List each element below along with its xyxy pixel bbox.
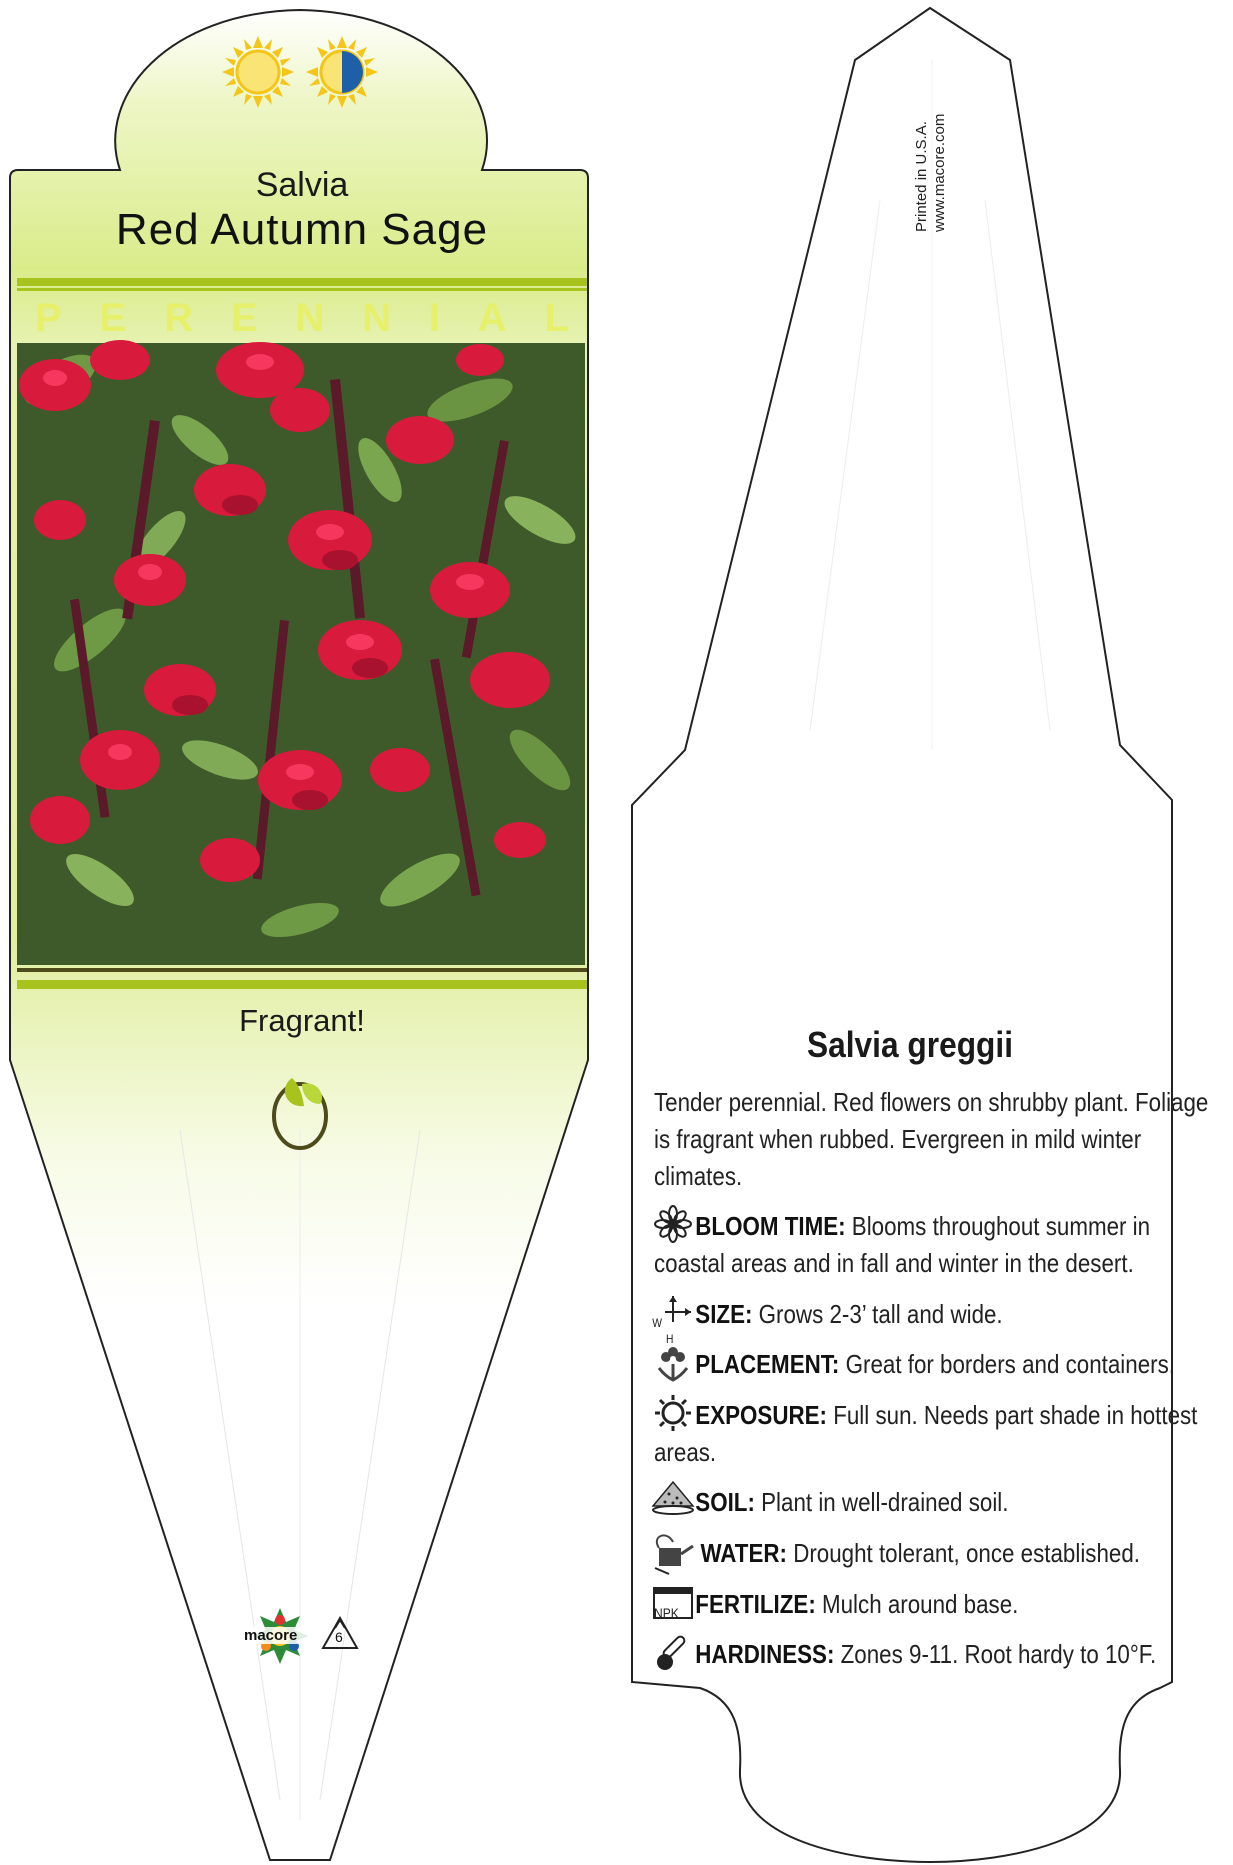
flower-photo bbox=[16, 340, 585, 965]
website: www.macore.com bbox=[931, 113, 948, 232]
care-item-soil bbox=[654, 1484, 1213, 1521]
care-text: Drought tolerant, once established. bbox=[793, 1538, 1141, 1568]
size-icon-height-letter: H bbox=[666, 1332, 674, 1346]
care-label: HARDINESS: bbox=[695, 1639, 835, 1669]
care-text: Zones 9-11. Root hardy to 10°F. bbox=[840, 1639, 1157, 1669]
category-letter: I bbox=[428, 295, 440, 340]
care-item-hardiness bbox=[654, 1636, 1213, 1673]
care-item-water bbox=[654, 1535, 1213, 1572]
category-letter: E bbox=[230, 295, 258, 340]
care-label: WATER: bbox=[700, 1538, 787, 1568]
category-letter: L bbox=[544, 295, 569, 340]
care-label: BLOOM TIME: bbox=[695, 1211, 846, 1241]
size-icon-width-letter: W bbox=[652, 1316, 663, 1330]
category-band bbox=[17, 294, 587, 342]
back-tag bbox=[632, 8, 1172, 1862]
category-letter: N bbox=[362, 295, 391, 340]
category-letter: P bbox=[35, 295, 62, 340]
description bbox=[654, 1084, 1213, 1195]
care-text: Grows 2-3’ tall and wide. bbox=[758, 1299, 1003, 1329]
tagline: Fragrant! bbox=[239, 1003, 365, 1038]
care-label: EXPOSURE: bbox=[695, 1400, 827, 1430]
care-label: SOIL: bbox=[695, 1487, 755, 1517]
care-text: Full sun. Needs part shade in hottest areas. bbox=[654, 1400, 1198, 1467]
care-item-bloom bbox=[654, 1208, 1213, 1282]
category-letter: E bbox=[99, 295, 127, 340]
description-text: Tender perennial. Red flowers on shrubby plant. Foliage is fragrant when rubbed. Evergreen in mild winter climates. bbox=[654, 1087, 1209, 1191]
botanical-name: Salvia greggii bbox=[806, 1024, 1014, 1065]
brand-name: macore bbox=[244, 1627, 298, 1644]
care-item-fertilize bbox=[654, 1586, 1213, 1623]
printed-note bbox=[913, 114, 949, 232]
care-item-exposure bbox=[654, 1397, 1213, 1471]
care-label: SIZE: bbox=[695, 1299, 753, 1329]
printed-line: Printed in U.S.A. bbox=[913, 121, 930, 232]
care-item-placement bbox=[654, 1346, 1213, 1383]
care-label: PLACEMENT: bbox=[695, 1349, 840, 1379]
care-label: FERTILIZE: bbox=[695, 1589, 816, 1619]
genus-name: Salvia bbox=[255, 166, 349, 204]
care-text: Great for borders and containers. bbox=[845, 1349, 1175, 1379]
common-name: Red Autumn Sage bbox=[115, 205, 489, 254]
care-text: Blooms throughout summer in coastal areas and in fall and winter in the desert. bbox=[654, 1211, 1151, 1278]
category-letter: A bbox=[477, 295, 507, 340]
care-text: Mulch around base. bbox=[821, 1589, 1019, 1619]
care-item-size bbox=[652, 1296, 1213, 1346]
recycle-code: 6 bbox=[335, 1629, 343, 1645]
category-letter: R bbox=[164, 295, 193, 340]
care-text: Plant in well-drained soil. bbox=[761, 1487, 1009, 1517]
category-letter: N bbox=[295, 295, 325, 340]
npk-label: NPK bbox=[654, 1605, 679, 1621]
